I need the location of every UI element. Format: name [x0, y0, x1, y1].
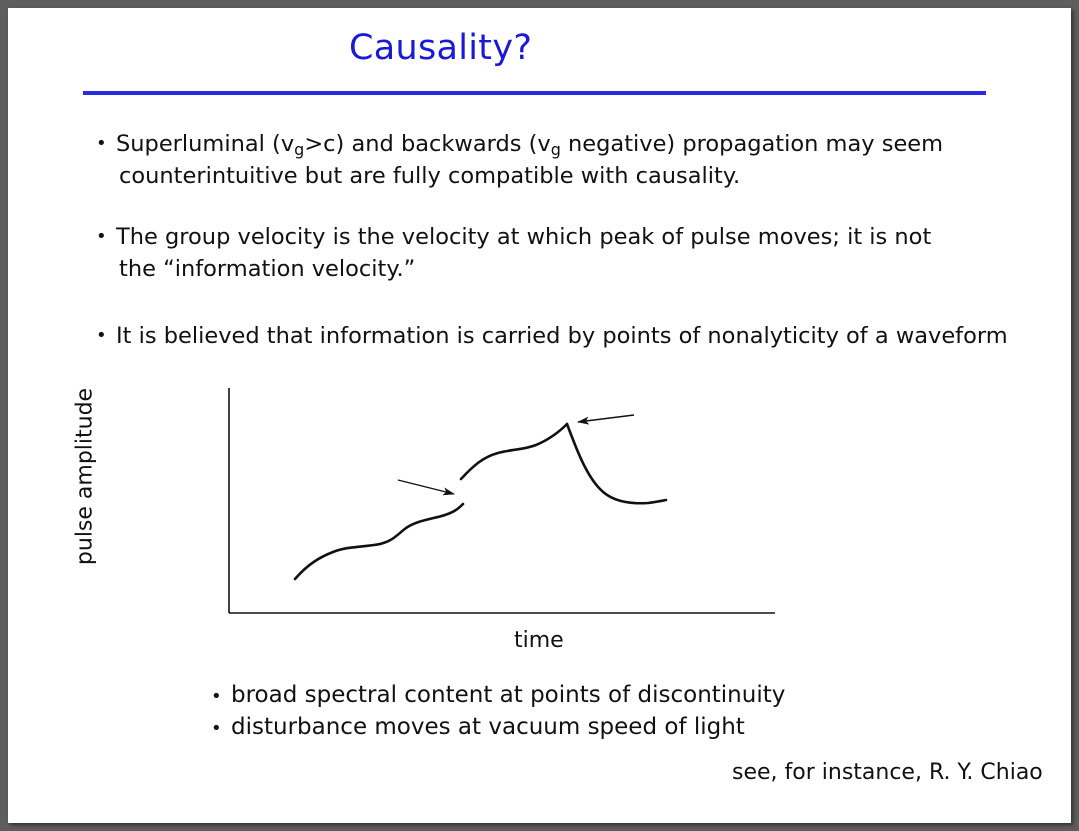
- bullet-dot: •: [96, 133, 107, 154]
- x-axis-label: time: [514, 628, 564, 653]
- waveform-segment-before: [295, 504, 463, 579]
- bullet-line: counterintuitive but are fully compatible with causality.: [119, 163, 741, 189]
- bullet-dot: •: [96, 325, 107, 346]
- bullet-line: The group velocity is the velocity at which peak of pulse moves; it is not: [116, 224, 932, 250]
- bullet-dot: •: [211, 686, 222, 707]
- slide: [8, 8, 1071, 823]
- waveform-segment-decay: [567, 424, 666, 503]
- sub-bullet-text: disturbance moves at vacuum speed of light: [231, 714, 745, 740]
- sub-bullet-disturbance: [211, 711, 745, 745]
- waveform-segment-after: [461, 424, 567, 479]
- peak-kink-arrow: [578, 415, 634, 422]
- bullet-line: the “information velocity.”: [119, 256, 416, 282]
- discontinuity-arrow: [398, 480, 454, 494]
- citation: see, for instance, R. Y. Chiao: [732, 760, 1043, 785]
- sub-bullet-spectral: [211, 679, 785, 713]
- bullet-dot: •: [96, 226, 107, 247]
- sub-bullet-text: broad spectral content at points of discontinuity: [231, 682, 786, 708]
- bullet-line: It is believed that information is carried by points of nonalyticity of a waveform: [116, 323, 1008, 349]
- bullet-line: Superluminal $(v_g>c)$ and backwards ($v_g$ negative) propagation may seem: [116, 131, 944, 159]
- y-axis-label: pulse amplitude: [72, 387, 98, 566]
- bullet-dot: •: [211, 718, 222, 739]
- slide-title: Causality?: [349, 28, 533, 68]
